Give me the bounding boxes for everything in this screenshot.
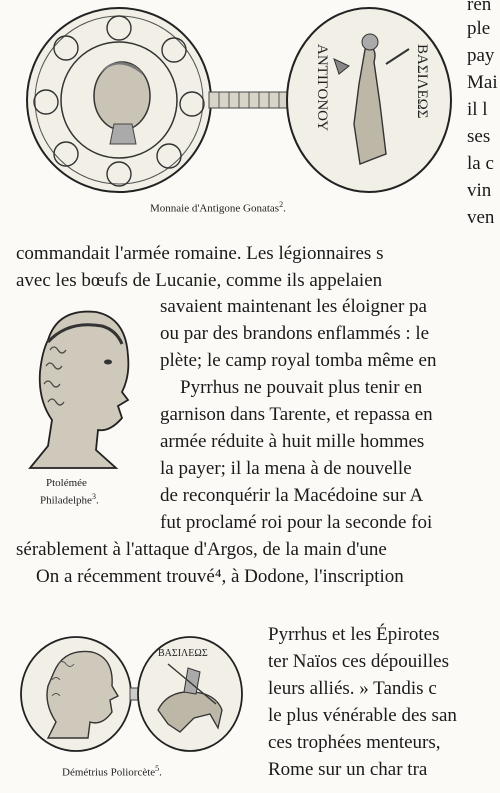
demetrius-caption-text: Démétrius Poliorcète <box>62 766 156 779</box>
text-line-m4: Pyrrhus ne pouvait plus tenir en <box>180 377 423 398</box>
demetrius-caption-note: 5 <box>155 764 160 773</box>
ptolemee-caption-2: Philadelphe$^3$. <box>40 492 99 507</box>
antigone-legend-right: ΒΑΣΙΛΕΩΣ <box>414 44 430 119</box>
text-line-full-2: avec les bœufs de Lucanie, comme ils appelaien <box>16 270 383 291</box>
demetrius-obverse-coin <box>21 637 131 751</box>
text-line-r5: il l <box>467 99 488 120</box>
text-line-r3: pay <box>467 45 495 66</box>
text-line-r7: la c <box>467 153 494 174</box>
text-line-b2: ter Naïos ces dépouilles <box>268 651 449 672</box>
demetrius-coins-figure <box>18 634 248 756</box>
text-line-m6: armée réduite à huit mille hommes <box>160 431 425 452</box>
antigone-legend-left: ΑΝΤΙΓΟΝΟΥ <box>314 44 330 132</box>
text-line-b5: ces trophées menteurs, <box>268 732 441 753</box>
text-line-r9: ven <box>467 207 495 228</box>
text-line-m1: savaient maintenant les éloigner pa <box>160 296 427 317</box>
text-line-r1: ren <box>467 0 492 15</box>
text-line-b6: Rome sur un char tra <box>268 759 428 780</box>
ptolemee-caption-note: 3 <box>91 492 96 501</box>
text-line-b3: leurs alliés. » Tandis c <box>268 678 437 699</box>
text-line-r4: Mai <box>467 72 498 93</box>
ptolemee-caption-2-text: Philadelphe <box>40 494 92 507</box>
text-line-m2: ou par des brandons enflammés : le <box>160 323 430 344</box>
antigone-caption-text: Monnaie d'Antigone Gonatas <box>150 202 280 215</box>
ptolemee-portrait-figure <box>18 300 146 470</box>
text-line-r6: ses <box>467 126 491 147</box>
text-line-m8: de reconquérir la Macédoine sur A <box>160 485 424 506</box>
ptolemee-caption-1: Ptolémée <box>46 477 87 489</box>
text-line-m5: garnison dans Tarente, et repassa en <box>160 404 433 425</box>
text-line-full-3: sérablement à l'attaque d'Argos, de la main d'une <box>16 539 387 560</box>
text-line-full-4: On a récemment trouvé⁴, à Dodone, l'inscription <box>36 566 404 587</box>
text-line-b4: le plus vénérable des san <box>268 705 457 726</box>
text-line-m7: la payer; il la mena à de nouvelle <box>160 458 412 479</box>
text-line-r8: vin <box>467 180 492 201</box>
text-line-b1: Pyrrhus et les Épirotes <box>268 624 440 645</box>
antigone-caption-note: 2 <box>279 200 284 209</box>
antigone-caption: Monnaie d'Antigone Gonatas$^2$. <box>150 200 286 215</box>
demetrius-caption: Démétrius Poliorcète$^5$. <box>62 764 162 779</box>
text-line-m3: plète; le camp royal tomba même en <box>160 350 437 371</box>
antigone-coins-figure <box>14 4 454 194</box>
text-line-full-1: commandait l'armée romaine. Les légionnaires s <box>16 243 384 264</box>
text-line-m9: fut proclamé roi pour la seconde foi <box>160 512 433 533</box>
demetrius-legend-top: ΒΑΣΙΛΕΩΣ <box>158 648 208 659</box>
text-line-r2: ple <box>467 18 491 39</box>
antigone-obverse-coin <box>27 8 211 192</box>
